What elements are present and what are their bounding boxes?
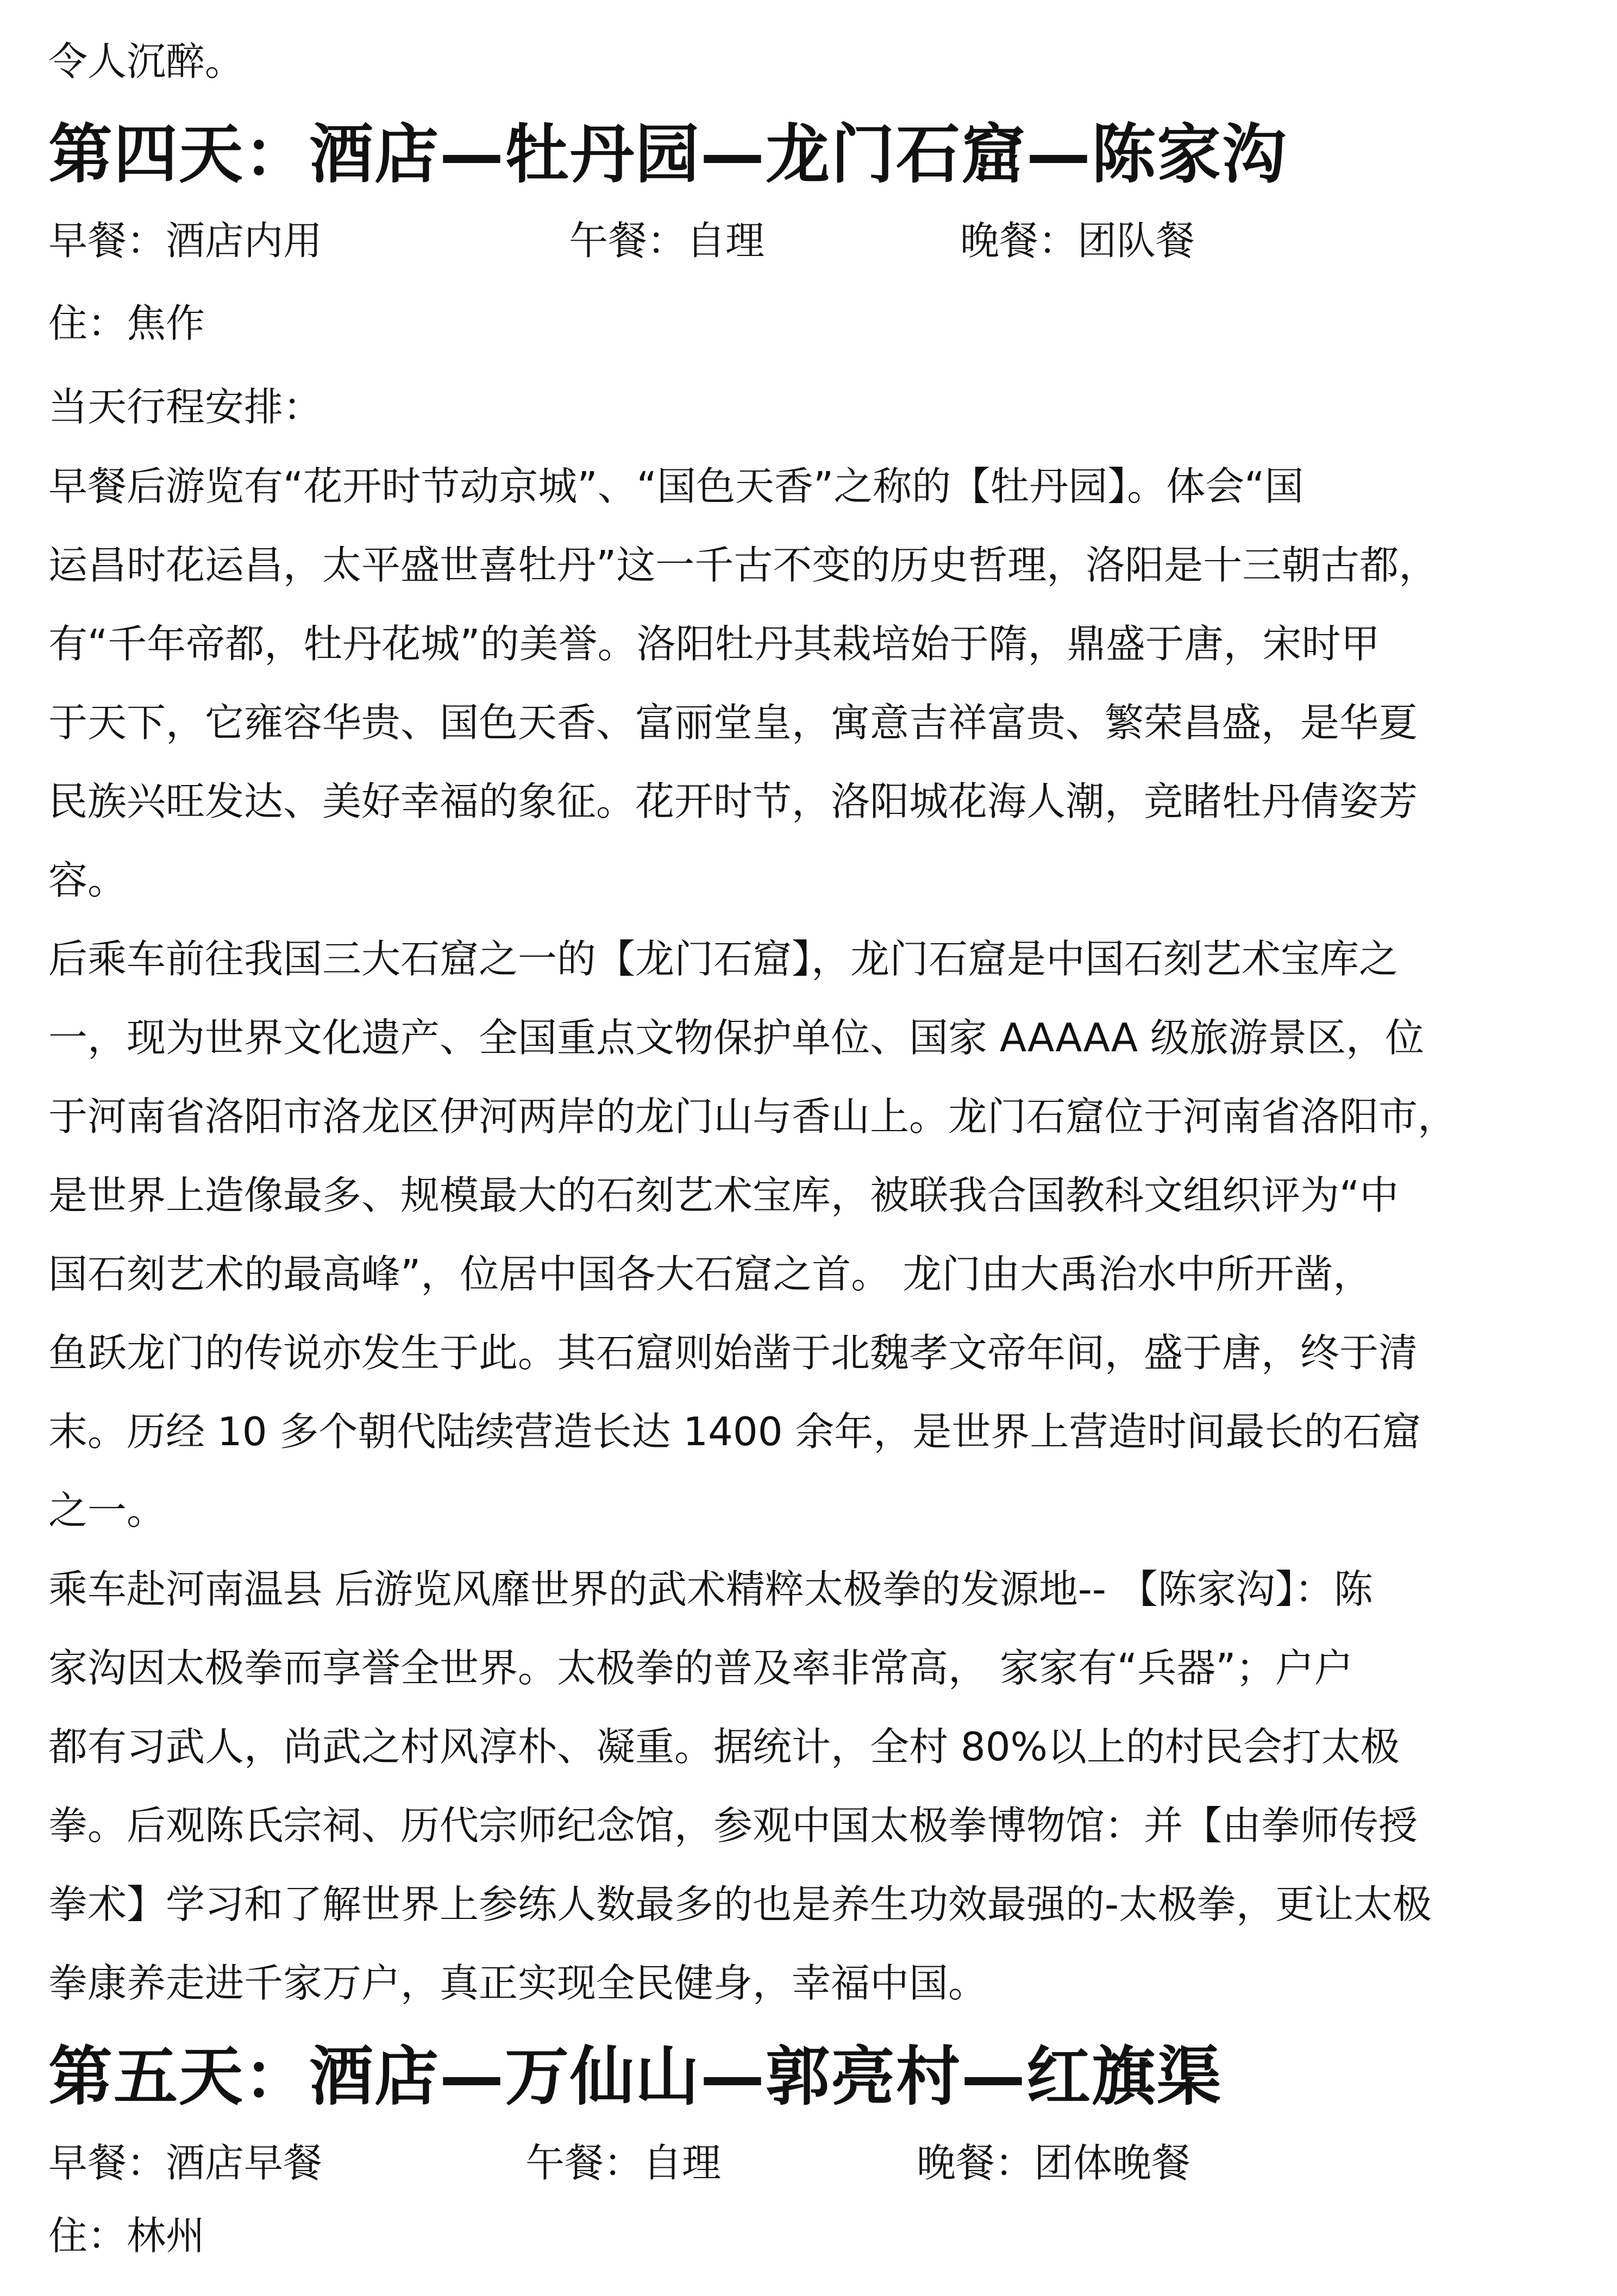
paragraph-line: 之一。 xyxy=(48,1488,166,1533)
paragraph-line: 早餐后游览有“花开时节动京城”、“国色天香”之称的【牡丹园】。体会“国 xyxy=(48,463,1304,509)
paragraph-line: 拳康养走进千家万户，真正实现全民健身，幸福中国。 xyxy=(48,1960,988,2006)
paragraph-line: 国石刻艺术的最高峰”，位居中国各大石窟之首。 龙门由大禹治水中所开凿， xyxy=(48,1251,1372,1297)
paragraph-line: 是世界上造像最多、规模最大的石刻艺术宝库，被联我合国教科文组织评为“中 xyxy=(48,1172,1399,1218)
paragraph-line: 拳术】学习和了解世界上参练人数最多的也是养生功效最强的-太极拳，更让太极 xyxy=(48,1881,1432,1927)
paragraph-line: 有“千年帝都，牡丹花城”的美誉。洛阳牡丹其栽培始于隋，鼎盛于唐，宋时甲 xyxy=(48,621,1380,667)
day4-breakfast: 早餐：酒店内用 xyxy=(48,218,323,264)
day5-meals xyxy=(48,2140,1575,2186)
day4-meals xyxy=(48,217,1575,264)
paragraph-line: 鱼跃龙门的传说亦发生于此。其石窟则始凿于北魏孝文帝年间，盛于唐，终于清 xyxy=(48,1330,1418,1376)
paragraph-line: 于天下，它雍容华贵、国色天香、富丽堂皇，寓意吉祥富贵、繁荣昌盛，是华夏 xyxy=(48,700,1418,745)
paragraph-line: 容。 xyxy=(48,857,127,903)
day4-schedule-heading: 当天行程安排： xyxy=(48,384,323,430)
lead-line: 令人沉醉。 xyxy=(48,39,245,84)
paragraph-line: 末。历经 10 多个朝代陆续营造长达 1400 余年，是世界上营造时间最长的石窟 xyxy=(48,1409,1421,1454)
day4-dinner: 晚餐：团队餐 xyxy=(960,218,1195,264)
paragraph-line: 运昌时花运昌，太平盛世喜牡丹”这一千古不变的历史哲理，洛阳是十三朝古都， xyxy=(48,542,1438,588)
day5-breakfast: 早餐：酒店早餐 xyxy=(48,2140,323,2186)
day5-title: 第五天：酒店—万仙山—郭亮村—红旗渠 xyxy=(48,2039,1223,2114)
day4-stay: 住：焦作 xyxy=(48,300,205,346)
paragraph-line: 于河南省洛阳市洛龙区伊河两岸的龙门山与香山上。龙门石窟位于河南省洛阳市， xyxy=(48,1094,1457,1139)
day5-stay: 住：林州 xyxy=(48,2213,205,2259)
paragraph-line: 乘车赴河南温县 后游览风靡世界的武术精粹太极拳的发源地-- 【陈家沟】：陈 xyxy=(48,1566,1373,1612)
paragraph-line: 家沟因太极拳而享誉全世界。太极拳的普及率非常高， 家家有“兵器”；户户 xyxy=(48,1645,1353,1691)
paragraph-line: 拳。后观陈氏宗祠、历代宗师纪念馆，参观中国太极拳博物馆：并【由拳师传授 xyxy=(48,1803,1418,1848)
day4-paragraph-peony xyxy=(48,463,1575,904)
document-content xyxy=(48,38,1575,2296)
day5-lunch: 午餐：自理 xyxy=(525,2140,722,2186)
paragraph-line: 都有习武人，尚武之村风淳朴、凝重。据统计，全村 80%以上的村民会打太极 xyxy=(48,1724,1400,1770)
day4-lunch: 午餐：自理 xyxy=(569,218,765,264)
paragraph-line: 一，现为世界文化遗产、全国重点文物保护单位、国家 AAAAA 级旅游景区，位 xyxy=(48,1015,1425,1061)
day4-title: 第四天：酒店—牡丹园—龙门石窟—陈家沟 xyxy=(48,117,1288,192)
day4-paragraph-chenjiagou xyxy=(48,1566,1575,2006)
paragraph-line: 民族兴旺发达、美好幸福的象征。花开时节，洛阳城花海人潮，竞睹牡丹倩姿芳 xyxy=(48,779,1418,824)
day5-dinner: 晚餐：团体晚餐 xyxy=(917,2140,1191,2186)
day4-paragraph-longmen xyxy=(48,936,1575,1534)
paragraph-line: 后乘车前往我国三大石窟之一的【龙门石窟】，龙门石窟是中国石刻艺术宝库之 xyxy=(48,936,1399,982)
